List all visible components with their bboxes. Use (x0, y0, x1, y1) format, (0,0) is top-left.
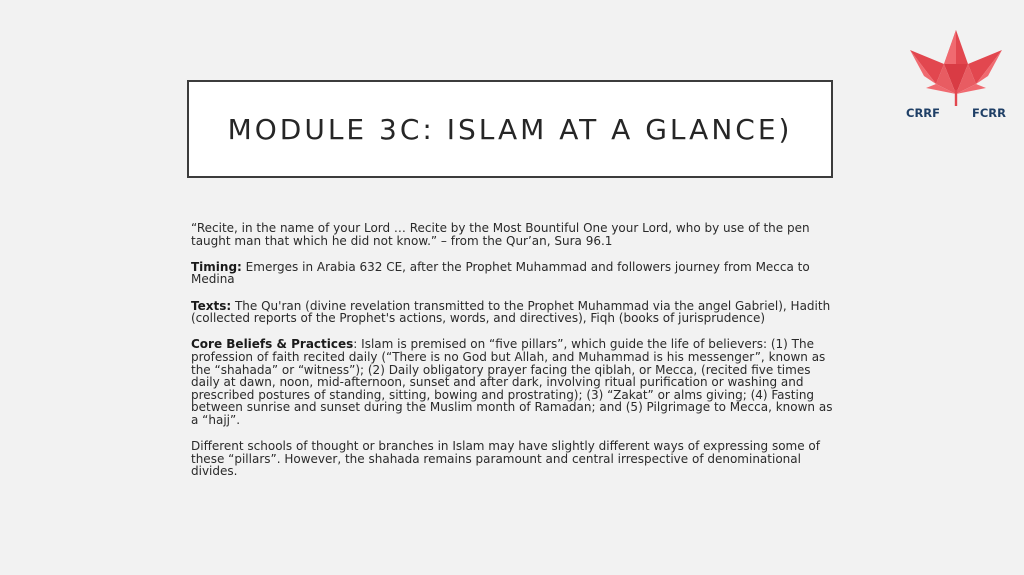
texts-text: The Qu'ran (divine revelation transmitted to the Prophet Muhammad via the angel Gabriel), Hadith (collected reports of the Prophet's actions, words, and directives), Fiqh (books of jurisprudence) (191, 298, 831, 326)
timing-paragraph (191, 261, 837, 286)
title-box (187, 80, 833, 178)
timing-text: Emerges in Arabia 632 CE, after the Prophet Muhammad and followers journey from Mecca to Medina (191, 259, 810, 287)
texts-paragraph (191, 300, 837, 325)
closing-paragraph: Different schools of thought or branches in Islam may have slightly different ways of expressing some of these “pillars”. However, the shahada remains paramount and central irrespective of denominational divides. (191, 439, 820, 479)
quote-paragraph: “Recite, in the name of your Lord … Recite by the Most Bountiful One your Lord, who by use of the pen taught man that which he did not know.” – from the Qur’an, Sura 96.1 (191, 221, 810, 248)
logo-text-left: CRRF (906, 106, 941, 120)
slide-title: MODULE 3C: ISLAM AT A GLANCE) (227, 112, 793, 146)
beliefs-text: : Islam is premised on “five pillars”, which guide the life of believers: (1) The profession of faith recited daily (“There is no God but Allah, and Muhammad is his messenger”, known as the “shahada” or “witness”); (2) Daily obligatory prayer facing the qiblah, or Mecca, (recited five times daily at dawn, noon, mid-afternoon, sunset and after dark, involving ritual purification or washing and prescribed postures of standing, sitting, bowing and prostrating); (3) “Zakat” or alms giving; (4) Fasting between sunrise and sunset during the Muslim month of Ramadan; and (5) Pilgrimage to Mecca, known as a “hajj”. (191, 337, 833, 427)
crrf-logo (906, 28, 1006, 124)
timing-label: Timing: (191, 259, 242, 274)
beliefs-paragraph (191, 338, 837, 426)
logo-text (906, 106, 1006, 120)
texts-label: Texts: (191, 298, 232, 313)
beliefs-label: Core Beliefs & Practices (191, 337, 354, 352)
maple-leaf-icon (906, 28, 1006, 108)
logo-text-right: FCRR (971, 106, 1006, 120)
slide-body (191, 222, 837, 491)
